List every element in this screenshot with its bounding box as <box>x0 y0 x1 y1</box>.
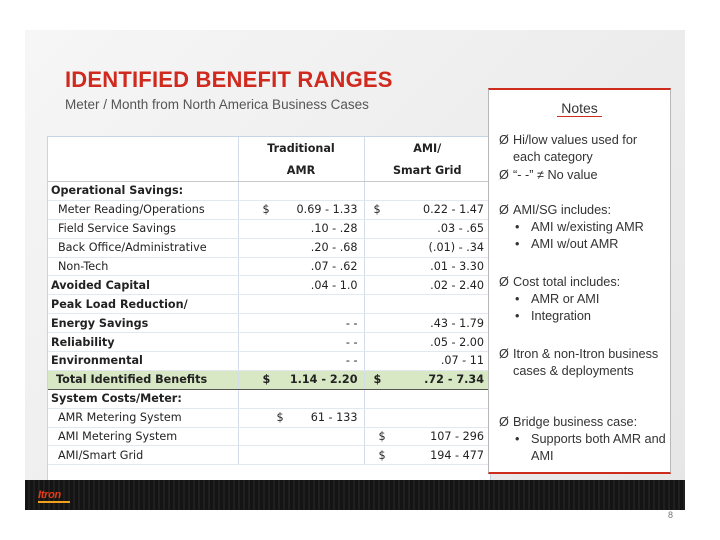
col-header-amr: AMR <box>238 159 364 182</box>
note-text: Itron & non-Itron business cases & deployments <box>513 347 659 378</box>
currency-symbol: $ <box>373 203 381 217</box>
table-row <box>48 219 490 238</box>
cell-value: 0.69 - 1.33 <box>296 203 358 217</box>
note-subitem: AMR or AMI <box>531 292 600 306</box>
table-row <box>48 314 490 333</box>
logo-underline <box>38 501 70 503</box>
benefit-table <box>47 136 491 484</box>
cell-value: 107 - 296 <box>430 430 484 444</box>
arrow-bullet-icon: Ø <box>499 203 509 217</box>
cell-value: .07 - 11 <box>364 352 490 371</box>
category-label: System Costs/Meter: <box>48 389 238 408</box>
itron-logo: Itron <box>38 489 61 501</box>
note-subitem: AMI w/existing AMR <box>531 220 644 234</box>
category-label: Operational Savings: <box>48 182 238 201</box>
cell-value: 0.22 - 1.47 <box>423 203 484 217</box>
table-header-row <box>48 137 490 159</box>
arrow-bullet-icon: Ø <box>499 275 509 289</box>
cell-value: - - <box>238 333 364 352</box>
note-item <box>499 274 667 325</box>
cell-value: .10 - .28 <box>238 219 364 238</box>
arrow-bullet-icon: Ø <box>499 133 509 147</box>
cell-value: .07 - .62 <box>238 257 364 276</box>
col-header-smart-grid: Smart Grid <box>364 159 490 182</box>
table-row <box>48 200 490 219</box>
note-text: AMI/SG includes: <box>513 203 612 217</box>
currency-symbol: $ <box>276 411 284 425</box>
cell-value: 194 - 477 <box>430 448 484 462</box>
note-item <box>499 202 667 253</box>
table-row <box>48 333 490 352</box>
note-item <box>499 132 667 166</box>
currency-symbol: $ <box>378 430 386 444</box>
bullet-icon: • <box>515 309 520 323</box>
row-label: Peak Load Reduction/ <box>48 295 238 314</box>
bullet-icon: • <box>515 432 520 446</box>
row-label: AMI/Smart Grid <box>48 446 238 465</box>
arrow-bullet-icon: Ø <box>499 415 509 429</box>
note-text: “- -” ≠ No value <box>513 168 598 182</box>
row-label: Total Identified Benefits <box>48 370 238 389</box>
row-label: AMI Metering System <box>48 427 238 446</box>
table-row <box>48 182 490 201</box>
cell-value: 1.14 - 2.20 <box>289 373 358 387</box>
currency-symbol: $ <box>262 373 271 387</box>
row-label: Back Office/Administrative <box>48 238 238 257</box>
note-item <box>499 414 667 465</box>
row-label: Energy Savings <box>48 314 238 333</box>
cell-value: .43 - 1.79 <box>364 314 490 333</box>
note-subitem: Supports both AMR and AMI <box>531 432 666 463</box>
table-header-row <box>48 159 490 182</box>
cell-value: .20 - .68 <box>238 238 364 257</box>
cell-value: .05 - 2.00 <box>364 333 490 352</box>
row-label: Non-Tech <box>48 257 238 276</box>
row-label: Meter Reading/Operations <box>48 200 238 219</box>
table-row <box>48 238 490 257</box>
row-label: Avoided Capital <box>48 276 238 295</box>
row-label: Field Service Savings <box>48 219 238 238</box>
table-row <box>48 427 490 446</box>
bullet-icon: • <box>515 220 520 234</box>
bullet-icon: • <box>515 237 520 251</box>
row-label: AMR Metering System <box>48 408 238 427</box>
table-row <box>48 295 490 314</box>
cell-value: .03 - .65 <box>364 219 490 238</box>
arrow-bullet-icon: Ø <box>499 347 509 361</box>
table-row <box>48 276 490 295</box>
col-header-traditional: Traditional <box>238 137 364 159</box>
table-row <box>48 257 490 276</box>
total-row <box>48 370 490 389</box>
page-number: 8 <box>668 510 674 520</box>
currency-symbol: $ <box>378 448 386 462</box>
slide-subtitle: Meter / Month from North America Business Cases <box>65 97 369 112</box>
cell-value: .02 - 2.40 <box>364 276 490 295</box>
cell-value: (.01) - .34 <box>364 238 490 257</box>
cell-value: .04 - 1.0 <box>238 276 364 295</box>
table-row <box>48 446 490 465</box>
table-row <box>48 408 490 427</box>
note-item <box>499 167 667 184</box>
note-text: Hi/low values used for each category <box>513 133 638 164</box>
note-text: Cost total includes: <box>513 275 621 289</box>
note-subitem: Integration <box>531 309 591 323</box>
row-label: Reliability <box>48 333 238 352</box>
note-text: Bridge business case: <box>513 415 638 429</box>
cell-value: .72 - 7.34 <box>424 373 484 387</box>
notes-panel <box>488 88 671 474</box>
col-header-ami: AMI/ <box>413 141 442 155</box>
currency-symbol: $ <box>373 373 382 387</box>
table-row <box>48 352 490 371</box>
bullet-icon: • <box>515 292 520 306</box>
currency-symbol: $ <box>262 203 270 217</box>
footer-bar <box>25 480 685 510</box>
note-item <box>499 346 667 380</box>
table-row <box>48 389 490 408</box>
slide-title: IDENTIFIED BENEFIT RANGES <box>65 67 393 92</box>
notes-title: Notes <box>557 100 602 117</box>
cell-value: .01 - 3.30 <box>364 257 490 276</box>
cell-value: 61 - 133 <box>310 411 358 425</box>
cell-value: - - <box>238 314 364 333</box>
note-subitem: AMI w/out AMR <box>531 237 619 251</box>
row-label: Environmental <box>48 352 238 371</box>
arrow-bullet-icon: Ø <box>499 168 509 182</box>
cell-value: - - <box>238 352 364 371</box>
